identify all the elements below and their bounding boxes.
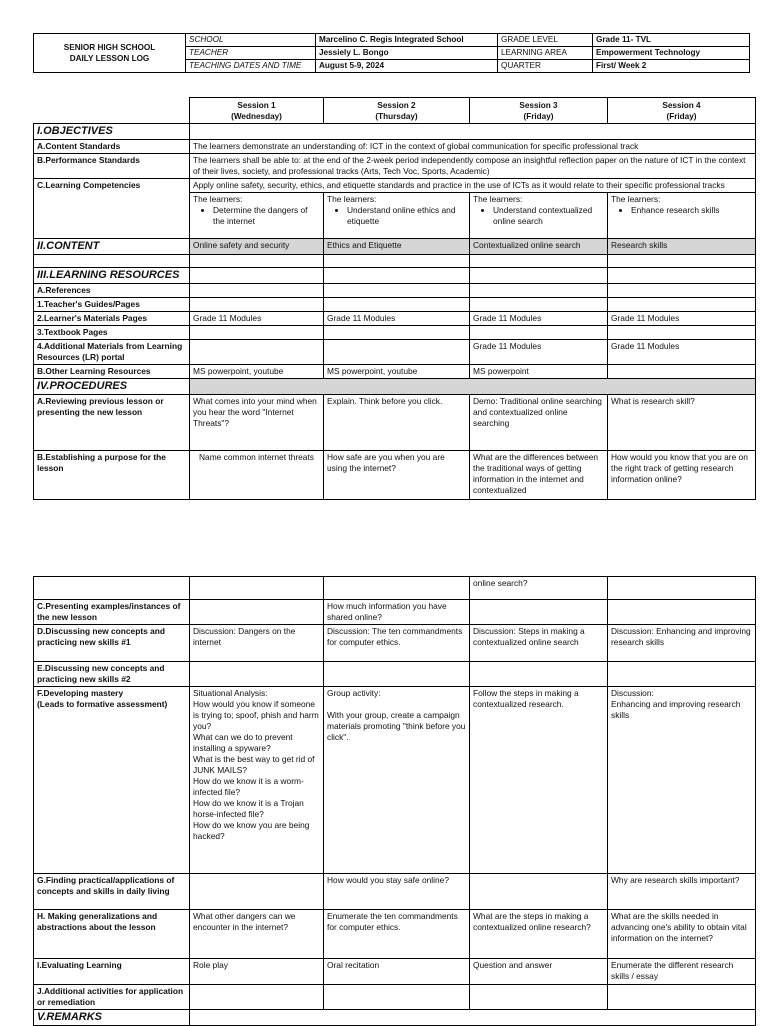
session-1-name: Session 1 bbox=[237, 100, 276, 110]
content-standards-label: A.Content Standards bbox=[34, 140, 190, 154]
session-3-day: (Friday) bbox=[523, 111, 554, 121]
reviewing-lesson-item: What comes into your mind when you hear the word "Internet Threats"? bbox=[190, 395, 324, 451]
evaluating-learning-label: I.Evaluating Learning bbox=[34, 959, 190, 985]
session-2-day: (Thursday) bbox=[375, 111, 418, 121]
performance-standards-label: B.Performance Standards bbox=[34, 154, 190, 179]
performance-standards-text: The learners shall be able to: at the end of the 2-week period independently compose an insightful reflection paper on the nature of ICT in the context of their lives, society, and professional tracks (Arts, Tech Voc, Sports, Academic) bbox=[190, 154, 756, 179]
learners-materials-item: Grade 11 Modules bbox=[324, 312, 470, 326]
developing-mastery-line1: F.Developing mastery bbox=[37, 688, 124, 698]
generalizations-item: Enumerate the ten commandments for computer ethics. bbox=[324, 910, 470, 959]
generalizations-item: What are the steps in making a contextualized online research? bbox=[470, 910, 608, 959]
presenting-examples-item bbox=[470, 600, 608, 625]
quarter-value: First/ Week 2 bbox=[593, 60, 750, 73]
competency-session-1 bbox=[190, 193, 324, 239]
learners-materials-item: Grade 11 Modules bbox=[190, 312, 324, 326]
purpose-continued: online search? bbox=[470, 577, 608, 600]
purpose-item: What are the differences between the traditional ways of getting information in the internet and contextualized bbox=[470, 451, 608, 500]
lesson-table-page2 bbox=[33, 576, 756, 1026]
empty-cell bbox=[470, 284, 608, 298]
spacer-cell bbox=[34, 255, 190, 268]
empty-cell bbox=[608, 662, 756, 687]
empty-cell bbox=[608, 268, 756, 284]
competency-item: • Understand online ethics and etiquette bbox=[347, 205, 466, 227]
discussing-concepts-2-label: E.Discussing new concepts and practicing new skills #2 bbox=[34, 662, 190, 687]
session-4-name: Session 4 bbox=[662, 100, 701, 110]
generalizations-label: H. Making generalizations and abstractions about the lesson bbox=[34, 910, 190, 959]
header-table bbox=[33, 33, 750, 73]
developing-mastery-session-1 bbox=[190, 687, 324, 874]
other-resources-label: B.Other Learning Resources bbox=[34, 365, 190, 379]
other-resources-item: MS powerpoint, youtube bbox=[190, 365, 324, 379]
content-item: Research skills bbox=[608, 239, 756, 255]
session-4-day: (Friday) bbox=[666, 111, 697, 121]
empty-cell bbox=[190, 268, 324, 284]
reviewing-lesson-label: A.Reviewing previous lesson or presenting the new lesson bbox=[34, 395, 190, 451]
discussing-concepts-1-item: Discussion: The ten commandments for computer ethics. bbox=[324, 625, 470, 662]
content-item: Contextualized online search bbox=[470, 239, 608, 255]
practical-applications-label: G.Finding practical/applications of concepts and skills in daily living bbox=[34, 874, 190, 910]
purpose-item: Name common internet threats bbox=[190, 451, 324, 500]
empty-cell bbox=[470, 662, 608, 687]
empty-cell bbox=[324, 268, 470, 284]
presenting-examples-label: C.Presenting examples/instances of the new lesson bbox=[34, 600, 190, 625]
area-label: LEARNING AREA bbox=[498, 47, 593, 60]
presenting-examples-item: How much information you have shared online? bbox=[324, 600, 470, 625]
references-label: A.References bbox=[34, 284, 190, 298]
generalizations-item: What are the skills needed in advancing one's ability to obtain vital information on the internet? bbox=[608, 910, 756, 959]
session-2-header bbox=[324, 98, 470, 124]
additional-activities-label: J.Additional activities for application or remediation bbox=[34, 985, 190, 1010]
practical-applications-item bbox=[470, 874, 608, 910]
reviewing-lesson-item: Demo: Traditional online searching and contextualized online searching bbox=[470, 395, 608, 451]
spacer-cell bbox=[470, 255, 608, 268]
empty-cell bbox=[190, 284, 324, 298]
empty-cell bbox=[190, 326, 324, 340]
mastery-line: Discussion: bbox=[611, 688, 654, 698]
competency-item: • Enhance research skills bbox=[631, 205, 752, 216]
competency-session-3 bbox=[470, 193, 608, 239]
empty-cell bbox=[324, 577, 470, 600]
empty-cell bbox=[470, 326, 608, 340]
session-2-name: Session 2 bbox=[377, 100, 416, 110]
empty-cell bbox=[470, 298, 608, 312]
evaluating-learning-item: Enumerate the different research skills / essay bbox=[608, 959, 756, 985]
competency-item: • Determine the dangers of the internet bbox=[213, 205, 320, 227]
developing-mastery-session-3: Follow the steps in making a contextualized research. bbox=[470, 687, 608, 874]
presenting-examples-item bbox=[190, 600, 324, 625]
competency-item: • Understand contextualized online search bbox=[493, 205, 604, 227]
learners-prefix: The learners: bbox=[611, 194, 661, 204]
discussing-concepts-1-item: Discussion: Steps in making a contextualized online search bbox=[470, 625, 608, 662]
procedures-blank bbox=[190, 379, 756, 395]
discussing-concepts-1-item: Discussion: Enhancing and improving research skills bbox=[608, 625, 756, 662]
practical-applications-item bbox=[190, 874, 324, 910]
evaluating-learning-item: Role play bbox=[190, 959, 324, 985]
empty-cell bbox=[324, 662, 470, 687]
empty-cell bbox=[324, 298, 470, 312]
remarks-heading: V.REMARKS bbox=[34, 1010, 190, 1026]
other-resources-item bbox=[608, 365, 756, 379]
empty-cell bbox=[324, 326, 470, 340]
school-label: SCHOOL bbox=[186, 34, 316, 47]
empty-cell bbox=[608, 284, 756, 298]
learners-prefix: The learners: bbox=[473, 194, 523, 204]
mastery-line: How do we know it is a worm-infected file? bbox=[193, 776, 304, 797]
mastery-line: How do we know you are being hacked? bbox=[193, 820, 310, 841]
grade-value: Grade 11- TVL bbox=[593, 34, 750, 47]
dates-value: August 5-9, 2024 bbox=[316, 60, 498, 73]
empty-cell bbox=[324, 985, 470, 1010]
lesson-table-page1 bbox=[33, 97, 756, 500]
presenting-examples-item bbox=[608, 600, 756, 625]
additional-materials-item: Grade 11 Modules bbox=[470, 340, 608, 365]
competency-session-2 bbox=[324, 193, 470, 239]
reviewing-lesson-item: What is research skill? bbox=[608, 395, 756, 451]
session-1-header bbox=[190, 98, 324, 124]
developing-mastery-line2: (Leads to formative assessment) bbox=[37, 699, 168, 709]
developing-mastery-session-4 bbox=[608, 687, 756, 874]
spacer-cell bbox=[190, 255, 324, 268]
content-standards-text: The learners demonstrate an understanding of: ICT in the context of global communication for specific professional track bbox=[190, 140, 756, 154]
log-title-line2: DAILY LESSON LOG bbox=[69, 54, 150, 63]
additional-materials-label: 4.Additional Materials from Learning Resources (LR) portal bbox=[34, 340, 190, 365]
competency-session-4 bbox=[608, 193, 756, 239]
mastery-line: How do we know it is a Trojan horse-infected file? bbox=[193, 798, 304, 819]
practical-applications-item: Why are research skills important? bbox=[608, 874, 756, 910]
learners-materials-item: Grade 11 Modules bbox=[608, 312, 756, 326]
mastery-line: Group activity: bbox=[327, 688, 381, 698]
purpose-item: How would you know that you are on the right track of getting research information online? bbox=[608, 451, 756, 500]
textbook-label: 3.Textbook Pages bbox=[34, 326, 190, 340]
objectives-blank bbox=[190, 124, 756, 140]
generalizations-item: What other dangers can we encounter in the internet? bbox=[190, 910, 324, 959]
spacer-cell bbox=[324, 255, 470, 268]
empty-cell bbox=[608, 298, 756, 312]
area-value: Empowerment Technology bbox=[593, 47, 750, 60]
remarks-blank bbox=[190, 1010, 756, 1026]
purpose-label: B.Establishing a purpose for the lesson bbox=[34, 451, 190, 500]
purpose-item: How safe are you when you are using the internet? bbox=[324, 451, 470, 500]
empty-cell bbox=[608, 326, 756, 340]
additional-materials-item bbox=[324, 340, 470, 365]
empty-cell bbox=[190, 985, 324, 1010]
learners-materials-item: Grade 11 Modules bbox=[470, 312, 608, 326]
other-resources-item: MS powerpoint, youtube bbox=[324, 365, 470, 379]
session-3-name: Session 3 bbox=[519, 100, 558, 110]
procedures-heading: IV.PROCEDURES bbox=[34, 379, 190, 395]
discussing-concepts-1-item: Discussion: Dangers on the internet bbox=[190, 625, 324, 662]
evaluating-learning-item: Oral recitation bbox=[324, 959, 470, 985]
empty-cell bbox=[470, 268, 608, 284]
other-resources-item: MS powerpoint bbox=[470, 365, 608, 379]
grade-label: GRADE LEVEL bbox=[498, 34, 593, 47]
spacer-cell bbox=[608, 255, 756, 268]
learning-competencies-text: Apply online safety, security, ethics, and etiquette standards and practice in the use of ICTs as it would relate to their specific professional tracks bbox=[190, 179, 756, 193]
teacher-value: Jessiely L. Bongo bbox=[316, 47, 498, 60]
quarter-label: QUARTER bbox=[498, 60, 593, 73]
learners-materials-label: 2.Learner's Materials Pages bbox=[34, 312, 190, 326]
mastery-line: Situational Analysis: bbox=[193, 688, 268, 698]
empty-cell bbox=[608, 577, 756, 600]
empty-cell bbox=[190, 577, 324, 600]
reviewing-lesson-item: Explain. Think before you click. bbox=[324, 395, 470, 451]
log-title-line1: SENIOR HIGH SCHOOL bbox=[63, 43, 156, 52]
school-value: Marcelino C. Regis Integrated School bbox=[316, 34, 498, 47]
evaluating-learning-item: Question and answer bbox=[470, 959, 608, 985]
teachers-guides-label: 1.Teacher's Guides/Pages bbox=[34, 298, 190, 312]
empty-cell bbox=[470, 985, 608, 1010]
additional-materials-item bbox=[190, 340, 324, 365]
session-3-header bbox=[470, 98, 608, 124]
log-title bbox=[34, 34, 186, 73]
mastery-line: How would you know if someone is trying to; spoof, phish and harm you? bbox=[193, 699, 319, 731]
session-1-day: (Wednesday) bbox=[231, 111, 282, 121]
content-heading: II.CONTENT bbox=[34, 239, 190, 255]
discussing-concepts-1-label: D.Discussing new concepts and practicing new skills #1 bbox=[34, 625, 190, 662]
empty-cell bbox=[34, 577, 190, 600]
empty-cell bbox=[608, 985, 756, 1010]
practical-applications-item: How would you stay safe online? bbox=[324, 874, 470, 910]
learners-prefix: The learners: bbox=[327, 194, 377, 204]
developing-mastery-label bbox=[34, 687, 190, 874]
teacher-label: TEACHER bbox=[186, 47, 316, 60]
content-item: Ethics and Etiquette bbox=[324, 239, 470, 255]
content-item: Online safety and security bbox=[190, 239, 324, 255]
learners-prefix: The learners: bbox=[193, 194, 243, 204]
session-4-header bbox=[608, 98, 756, 124]
corner-blank bbox=[34, 98, 190, 124]
mastery-line: What can we do to prevent installing a spyware? bbox=[193, 732, 293, 753]
additional-materials-item: Grade 11 Modules bbox=[608, 340, 756, 365]
empty-cell bbox=[324, 284, 470, 298]
objectives-heading: I.OBJECTIVES bbox=[34, 124, 190, 140]
developing-mastery-session-2 bbox=[324, 687, 470, 874]
mastery-line: What is the best way to get rid of JUNK MAILS? bbox=[193, 754, 315, 775]
learning-competencies-label: C.Learning Competencies bbox=[34, 179, 190, 239]
empty-cell bbox=[190, 662, 324, 687]
resources-heading: III.LEARNING RESOURCES bbox=[34, 268, 190, 284]
dates-label: TEACHING DATES AND TIME bbox=[186, 60, 316, 73]
mastery-line: Enhancing and improving research skills bbox=[611, 699, 741, 720]
mastery-line: With your group, create a campaign materials promoting "think before you click". bbox=[327, 710, 466, 742]
empty-cell bbox=[190, 298, 324, 312]
